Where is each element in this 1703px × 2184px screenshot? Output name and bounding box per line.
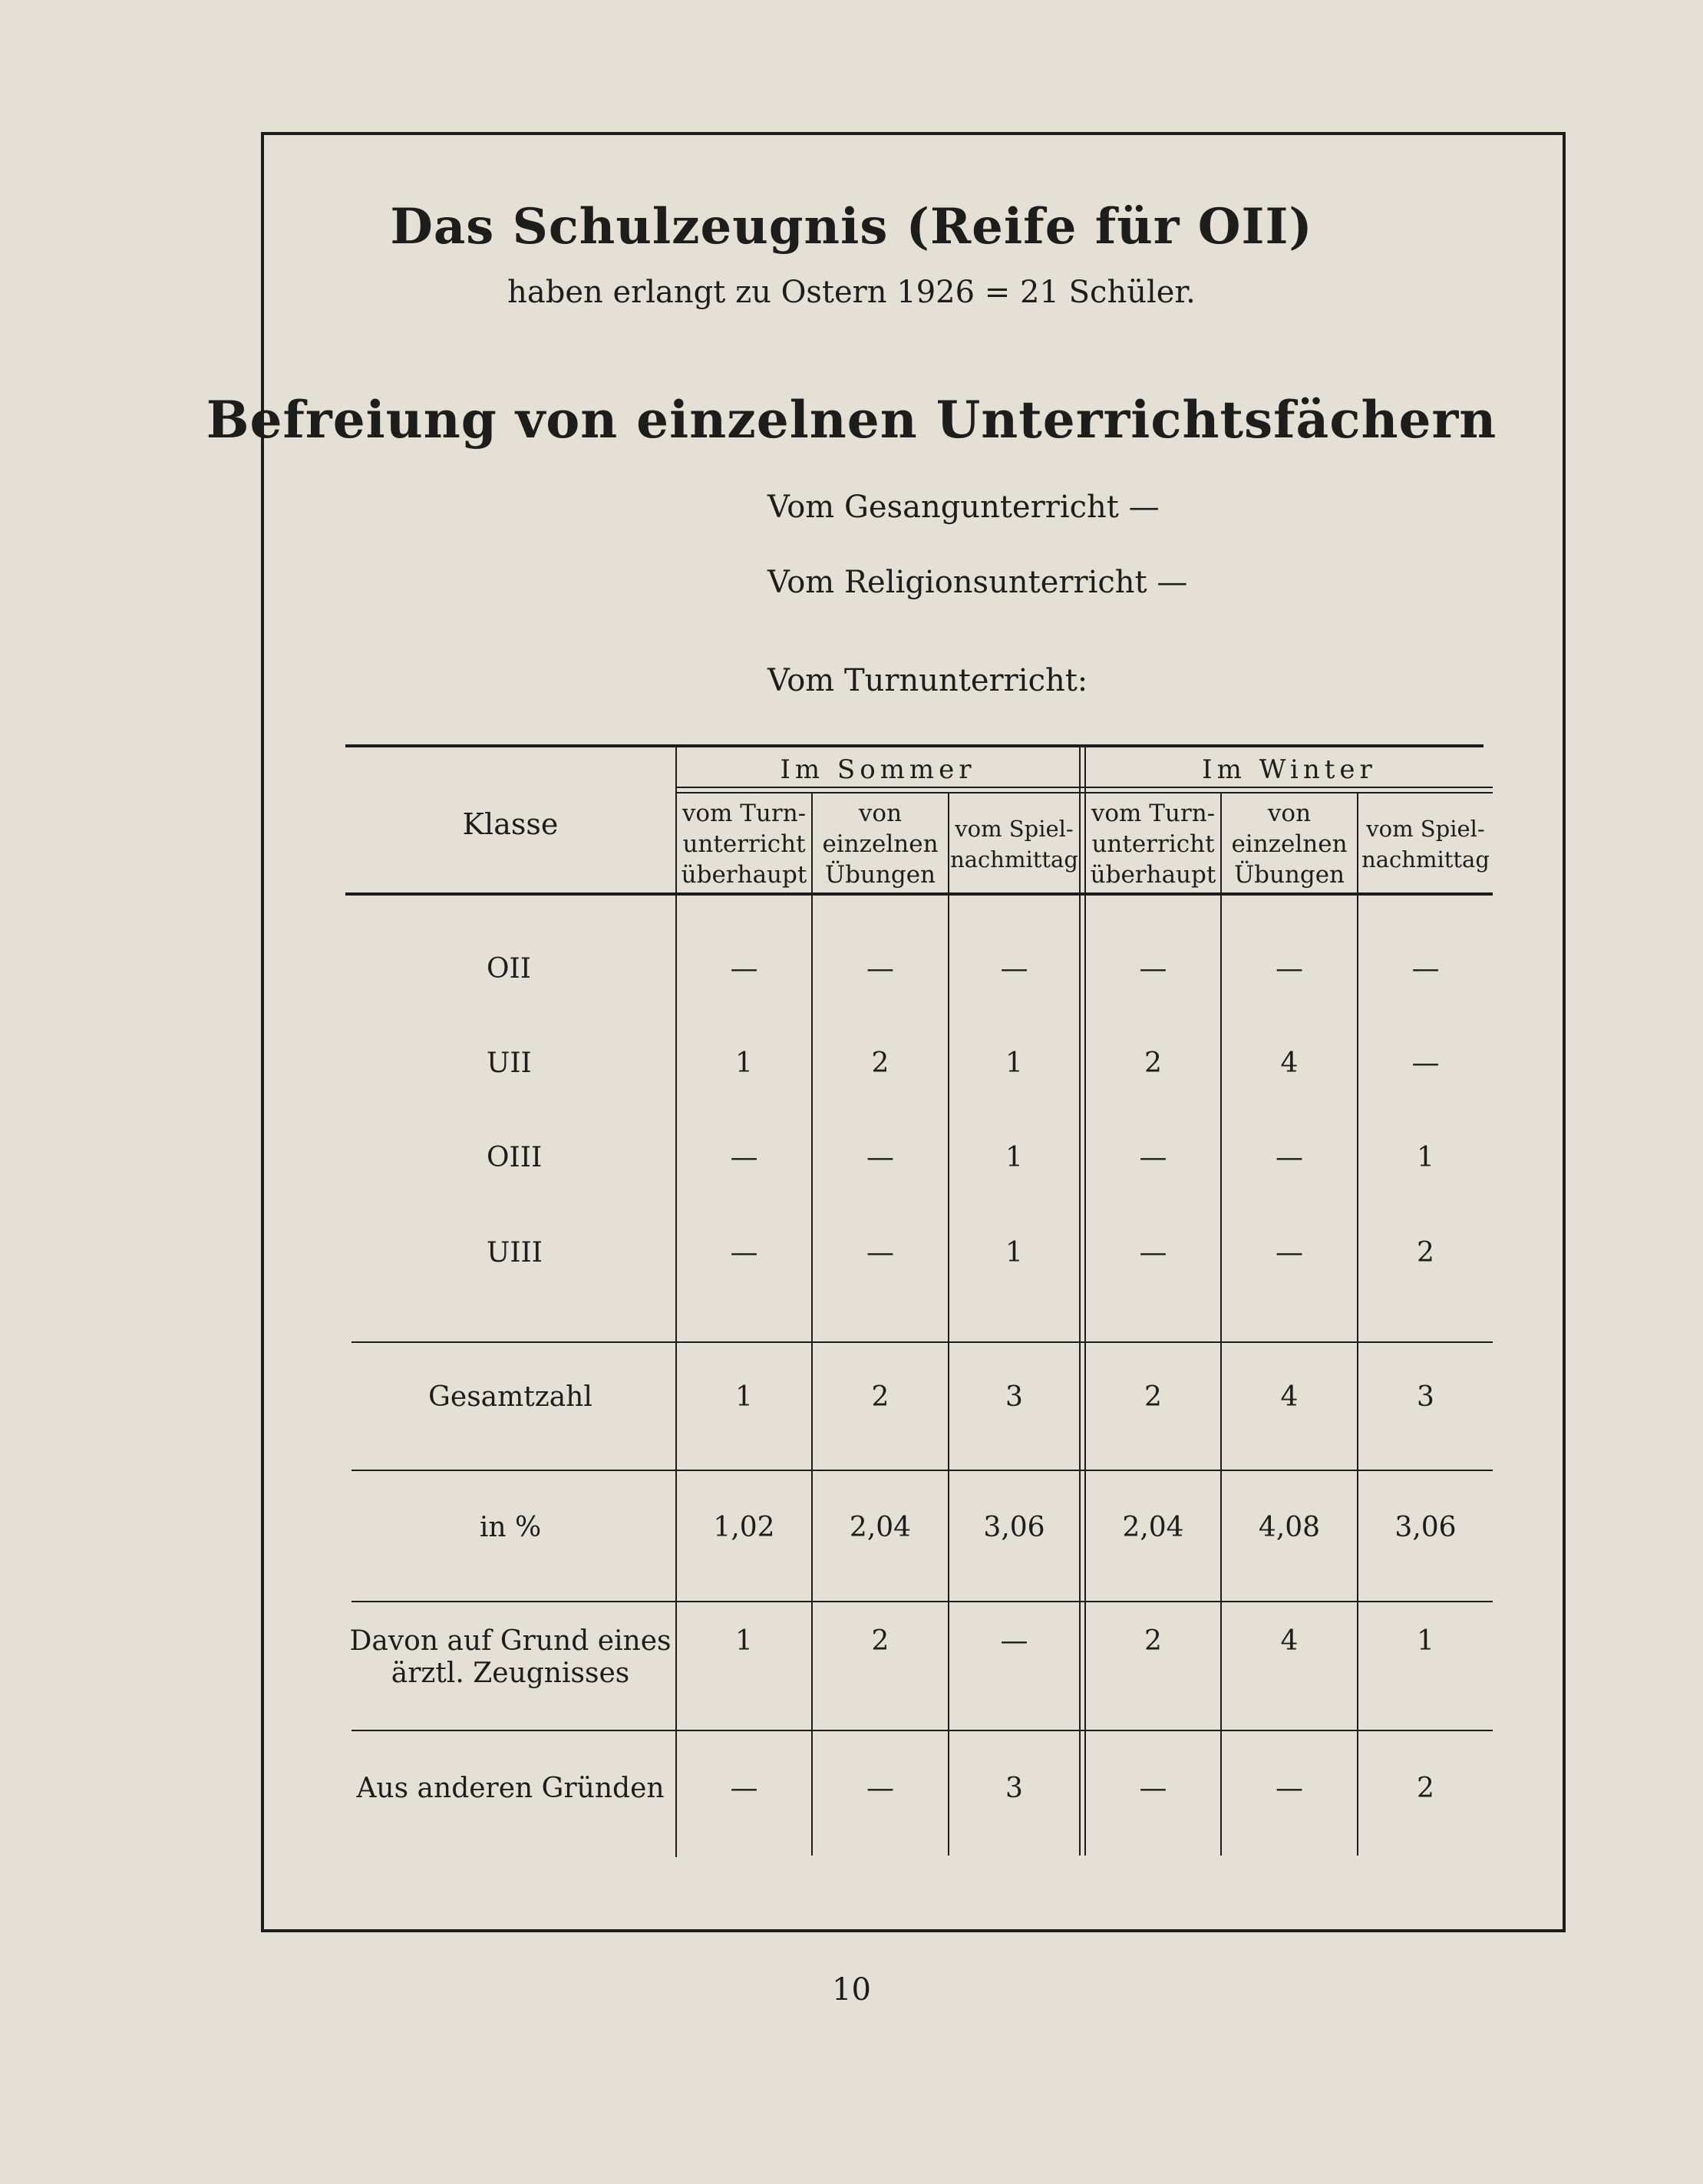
- table-cell: —: [866, 1142, 894, 1173]
- table-cell: —: [1139, 1773, 1167, 1804]
- row-label-line: Gesamtzahl: [428, 1381, 592, 1413]
- subheader-line: vom Spiel-: [955, 816, 1074, 842]
- page-number: 10: [832, 1972, 871, 2007]
- exemption-singing: Vom Gesangunterricht —: [767, 490, 1160, 525]
- row-label: [345, 1512, 675, 1544]
- col-rule: [811, 792, 813, 1856]
- table-cell: 1,02: [713, 1512, 775, 1543]
- col-rule-double: [1084, 747, 1086, 1856]
- table-cell: 2: [1144, 1625, 1162, 1657]
- table-cell: 3: [1005, 1773, 1023, 1804]
- subheader-line: einzelnen: [1231, 830, 1348, 858]
- section-heading: Befreiung von einzelnen Unterrichtsfächern: [206, 390, 1497, 450]
- subheader-line: einzelnen: [822, 830, 939, 858]
- table-cell: 2: [1144, 1047, 1162, 1079]
- col-rule: [1357, 792, 1358, 1856]
- table-cell: 2: [871, 1381, 889, 1413]
- page-subtitle: haben erlangt zu Ostern 1926 = 21 Schüler.: [507, 275, 1196, 310]
- table-cell: —: [730, 1237, 758, 1269]
- subheader-line: vom Spiel-: [1366, 816, 1485, 842]
- subheader-line: Übungen: [824, 861, 936, 889]
- table-cell: 2: [871, 1625, 889, 1657]
- row-rule: [351, 1341, 1493, 1343]
- row-label-line: Aus anderen Gründen: [356, 1773, 665, 1804]
- header-bottom-rule: [345, 892, 1493, 896]
- table-cell: —: [866, 953, 894, 985]
- table-cell: —: [730, 1773, 758, 1804]
- subheader-line: überhaupt: [681, 861, 807, 889]
- row-rule: [351, 1470, 1493, 1471]
- subheader-winter-turn: [1086, 798, 1220, 890]
- table-cell: —: [1139, 953, 1167, 985]
- table-cell: 1: [1005, 1237, 1023, 1269]
- exemption-religion: Vom Religionsunterricht —: [767, 565, 1188, 600]
- row-label: [345, 1773, 675, 1805]
- subheader-line: überhaupt: [1090, 861, 1216, 889]
- table-cell: —: [1276, 953, 1303, 985]
- row-label-line: Davon auf Grund eines: [349, 1625, 672, 1657]
- row-label: [487, 1142, 671, 1174]
- subheader-winter-uebungen: [1222, 798, 1357, 890]
- subheader-line: unterricht: [682, 830, 806, 858]
- table-cell: 1: [735, 1625, 753, 1657]
- table-cell: —: [1000, 1625, 1028, 1657]
- group-summer: Im Sommer: [780, 754, 976, 785]
- table-cell: —: [1276, 1773, 1303, 1804]
- table-cell: 2,04: [1122, 1512, 1184, 1543]
- table-cell: 1: [1005, 1142, 1023, 1173]
- table-cell: 3,06: [983, 1512, 1045, 1543]
- group-winter: Im Winter: [1202, 754, 1377, 785]
- row-label-line: UII: [487, 1047, 532, 1079]
- subheader-line: vom Turn-: [682, 800, 807, 827]
- col-rule: [675, 747, 677, 1857]
- table-cell: 3,06: [1394, 1512, 1457, 1543]
- table-cell: 1: [735, 1381, 753, 1413]
- col-rule: [1220, 792, 1222, 1856]
- row-label: [487, 953, 671, 985]
- row-label: [487, 1237, 671, 1269]
- exemption-table: [345, 744, 1493, 1857]
- row-label-line: OII: [487, 953, 531, 985]
- table-cell: 2,04: [849, 1512, 912, 1543]
- subheader-summer-spiel: [949, 813, 1079, 875]
- subheader-line: unterricht: [1091, 830, 1215, 858]
- row-label-line: in %: [479, 1512, 542, 1543]
- table-cell: —: [1411, 1047, 1440, 1079]
- subheader-line: nachmittag: [1361, 846, 1490, 873]
- table-cell: 4: [1280, 1625, 1299, 1657]
- row-label: [345, 1625, 675, 1690]
- table-cell: 1: [1417, 1142, 1434, 1173]
- col-rule: [1079, 747, 1081, 1856]
- table-cell: 2: [1144, 1381, 1162, 1413]
- row-label-line: OIII: [487, 1142, 543, 1173]
- table-cell: 2: [871, 1047, 889, 1079]
- subheader-line: von: [858, 800, 903, 827]
- table-cell: 1: [735, 1047, 753, 1079]
- table-top-rule: [345, 744, 1484, 747]
- table-cell: 1: [1417, 1625, 1434, 1657]
- subheader-line: nachmittag: [950, 846, 1078, 873]
- page-title: Das Schulzeugnis (Reife für OII): [390, 198, 1313, 256]
- table-cell: —: [866, 1773, 894, 1804]
- table-cell: 4,08: [1258, 1512, 1321, 1543]
- table-cell: —: [1139, 1142, 1167, 1173]
- table-cell: 4: [1280, 1047, 1299, 1079]
- subheader-line: vom Turn-: [1091, 800, 1216, 827]
- table-cell: 2: [1417, 1237, 1434, 1269]
- row-rule: [351, 1601, 1493, 1602]
- klasse-header: Klasse: [462, 807, 559, 841]
- table-cell: —: [1276, 1142, 1303, 1173]
- table-cell: —: [1411, 953, 1440, 985]
- table-cell: —: [1000, 953, 1028, 985]
- row-rule: [351, 1730, 1493, 1731]
- subheader-line: Übungen: [1233, 861, 1345, 889]
- subheader-winter-spiel: [1358, 813, 1493, 875]
- row-label-line: UIII: [487, 1237, 543, 1269]
- table-cell: 3: [1005, 1381, 1023, 1413]
- row-label: [345, 1381, 675, 1414]
- col-rule: [948, 792, 949, 1856]
- row-label-line: ärztl. Zeugnisses: [391, 1658, 630, 1689]
- subheader-summer-turn: [677, 798, 811, 890]
- exemption-gymnastics: Vom Turnunterricht:: [767, 663, 1088, 698]
- table-cell: 1: [1005, 1047, 1023, 1079]
- table-cell: —: [1276, 1237, 1303, 1269]
- table-cell: —: [1139, 1237, 1167, 1269]
- table-cell: —: [730, 1142, 758, 1173]
- row-label: [487, 1047, 671, 1080]
- subheader-summer-uebungen: [813, 798, 948, 890]
- table-cell: —: [866, 1237, 894, 1269]
- table-cell: 3: [1417, 1381, 1434, 1413]
- table-cell: 4: [1280, 1381, 1299, 1413]
- subheader-line: von: [1267, 800, 1312, 827]
- table-cell: 2: [1417, 1773, 1434, 1804]
- table-cell: —: [730, 953, 758, 985]
